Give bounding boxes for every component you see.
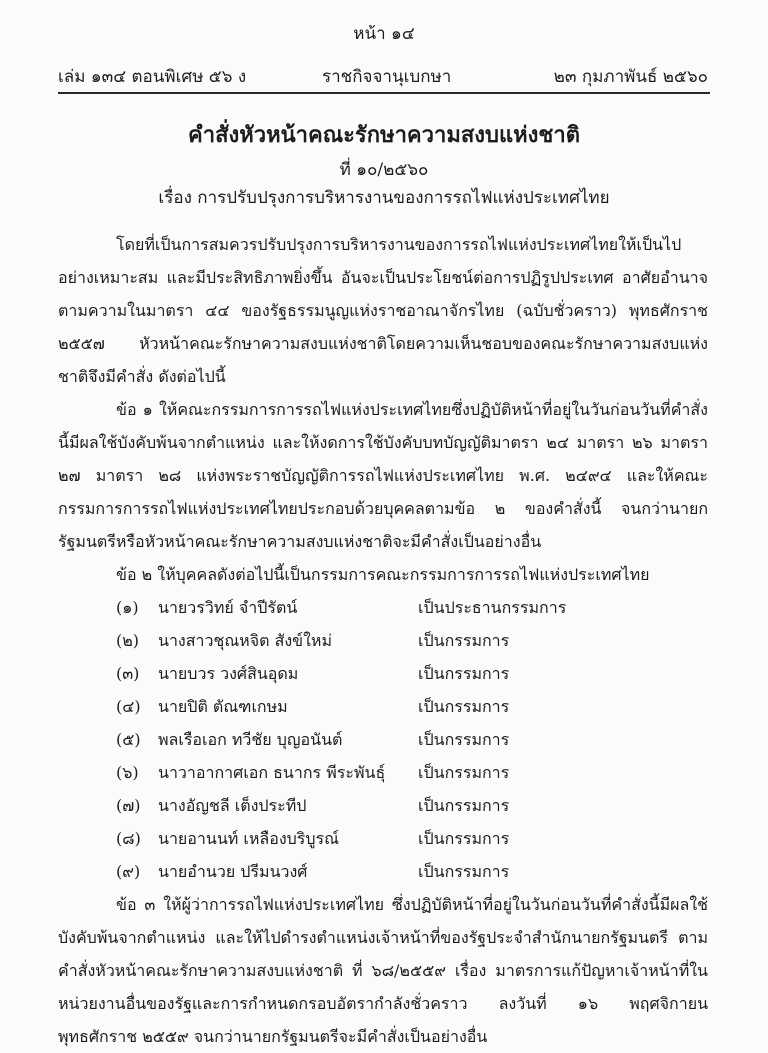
member-name: นายอำนวย ปรีมนวงศ์ [158, 862, 308, 881]
list-item [58, 756, 708, 789]
member-number: (๑) [116, 598, 139, 617]
volume-issue: เล่ม ๑๓๔ ตอนพิเศษ ๕๖ ง [58, 67, 247, 87]
publication-date: ๒๓ กุมภาพันธ์ ๒๕๖๐ [553, 67, 708, 87]
member-number: (๘) [116, 829, 141, 848]
preamble-paragraph: โดยที่เป็นการสมควรปรับปรุงการบริหารงานของการรถไฟแห่งประเทศไทยให้เป็นไปอย่างเหมาะสม และมีประสิทธิภาพยิ่งขึ้น อันจะเป็นประโยชน์ต่อการปฏิรูปประเทศ อาศัยอำนาจตามความในมาตรา ๔๔ ของรัฐธรรมนูญแห่งราชอาณาจักรไทย (ฉบับชั่วคราว) พุทธศักราช ๒๕๕๗ หัวหน้าคณะรักษาความสงบแห่งชาติโดยความเห็นชอบของคณะรักษาความสงบแห่งชาติจึงมีคำสั่ง ดังต่อไปนี้ [58, 235, 708, 386]
list-item [58, 723, 708, 756]
document-title: คำสั่งหัวหน้าคณะรักษาความสงบแห่งชาติ [188, 122, 580, 148]
member-name: นางอัญชลี เต็งประทีป [158, 796, 307, 815]
member-number: (๖) [116, 763, 139, 782]
member-number: (๗) [116, 796, 141, 815]
list-item [58, 789, 708, 822]
member-role: เป็นกรรมการ [418, 631, 510, 650]
member-role: เป็นกรรมการ [418, 730, 510, 749]
member-role: เป็นประธานกรรมการ [418, 598, 567, 617]
member-role: เป็นกรรมการ [418, 697, 510, 716]
member-name: นาวาอากาศเอก ธนากร พีระพันธุ์ [158, 763, 386, 782]
page-number: หน้า ๑๔ [353, 24, 415, 44]
member-number: (๔) [116, 697, 141, 716]
order-subject: เรื่อง การปรับปรุงการบริหารงานของการรถไฟแห่งประเทศไทย [158, 188, 610, 208]
member-name: นายวรวิทย์ จำปีรัตน์ [158, 598, 298, 617]
member-number: (๙) [116, 862, 141, 881]
member-role: เป็นกรรมการ [418, 763, 510, 782]
clause-1-paragraph: ข้อ ๑ ให้คณะกรรมการการรถไฟแห่งประเทศไทยซึ่งปฏิบัติหน้าที่อยู่ในวันก่อนวันที่คำสั่งนี้มีผลใช้บังคับพ้นจากตำแหน่ง และให้งดการใช้บังคับบทบัญญัติมาตรา ๒๔ มาตรา ๒๖ มาตรา ๒๗ มาตรา ๒๘ แห่งพระราชบัญญัติการรถไฟแห่งประเทศไทย พ.ศ. ๒๔๙๔ และให้คณะกรรมการการรถไฟแห่งประเทศไทยประกอบด้วยบุคคลตามข้อ ๒ ของคำสั่งนี้ จนกว่านายกรัฐมนตรีหรือหัวหน้าคณะรักษาความสงบแห่งชาติจะมีคำสั่งเป็นอย่างอื่น [58, 400, 708, 551]
member-name: นายปิติ ตัณฑเกษม [158, 697, 288, 716]
order-body [58, 228, 708, 1053]
member-role: เป็นกรรมการ [418, 829, 510, 848]
list-item [58, 657, 708, 690]
member-number: (๓) [116, 664, 140, 683]
board-member-list [58, 591, 708, 888]
member-name: นางสาวชุณหจิต สังข์ใหม่ [158, 631, 332, 650]
member-role: เป็นกรรมการ [418, 862, 510, 881]
member-name: นายบวร วงศ์สินอุดม [158, 664, 299, 683]
member-role: เป็นกรรมการ [418, 664, 510, 683]
list-item [58, 591, 708, 624]
list-item [58, 690, 708, 723]
header-divider [58, 92, 710, 94]
member-name: นายอานนท์ เหลืองบริบูรณ์ [158, 829, 339, 848]
member-name: พลเรือเอก ทวีชัย บุญอนันต์ [158, 730, 343, 749]
member-role: เป็นกรรมการ [418, 796, 510, 815]
member-number: (๒) [116, 631, 140, 650]
list-item [58, 855, 708, 888]
list-item [58, 624, 708, 657]
clause-3-paragraph: ข้อ ๓ ให้ผู้ว่าการรถไฟแห่งประเทศไทย ซึ่งปฏิบัติหน้าที่อยู่ในวันก่อนวันที่คำสั่งนี้มีผลใช้บังคับพ้นจากตำแหน่ง และให้ไปดำรงตำแหน่งเจ้าหน้าที่ของรัฐประจำสำนักนายกรัฐมนตรี ตามคำสั่งหัวหน้าคณะรักษาความสงบแห่งชาติ ที่ ๖๘/๒๕๕๙ เรื่อง มาตรการแก้ปัญหาเจ้าหน้าที่ในหน่วยงานอื่นของรัฐและการกำหนดกรอบอัตรากำลังชั่วคราว ลงวันที่ ๑๖ พฤศจิกายน พุทธศักราช ๒๕๕๙ จนกว่านายกรัฐมนตรีจะมีคำสั่งเป็นอย่างอื่น [58, 895, 708, 1046]
order-number: ที่ ๑๐/๒๕๖๐ [339, 160, 429, 180]
gazette-name: ราชกิจจานุเบกษา [322, 67, 452, 87]
member-number: (๕) [116, 730, 141, 749]
list-item [58, 822, 708, 855]
clause-2-intro: ข้อ ๒ ให้บุคคลดังต่อไปนี้เป็นกรรมการคณะกรรมการการรถไฟแห่งประเทศไทย [116, 565, 650, 584]
